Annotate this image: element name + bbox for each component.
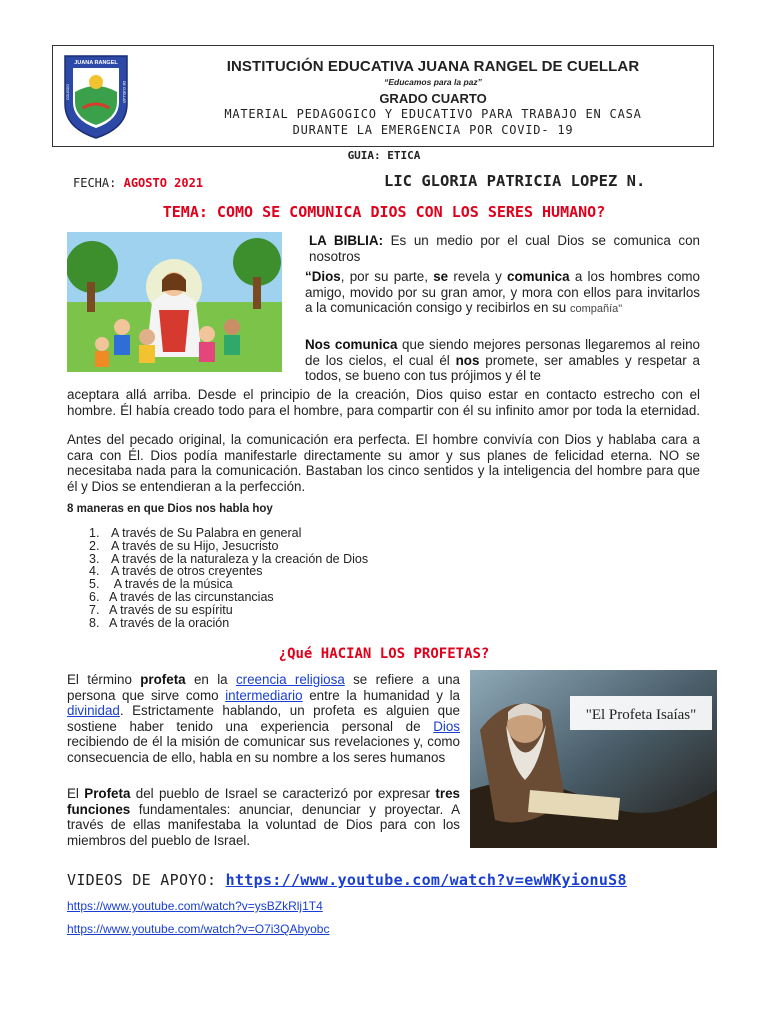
header-box — [52, 45, 714, 147]
material-line-2: DURANTE LA EMERGENCIA POR COVID- 19 — [292, 123, 574, 138]
date-label: FECHA: — [73, 176, 117, 190]
biblia-paragraph — [309, 233, 700, 264]
teacher-name: LIC GLORIA PATRICIA LOPEZ N. — [384, 172, 646, 190]
grade-label: GRADO CUARTO — [379, 91, 487, 107]
crest-left-text: COLEGIO — [66, 84, 70, 100]
dios-quote-start: “Dios — [305, 269, 341, 284]
date-line — [73, 177, 203, 191]
school-crest-logo — [61, 52, 131, 140]
guide-subject: GUIA: ETICA — [347, 149, 421, 162]
videos-label: VIDEOS DE APOYO: — [67, 871, 226, 889]
dios-bold-comunica: comunica — [507, 269, 570, 284]
intermediario-link[interactable]: intermediario — [225, 687, 303, 703]
profeta-bold: profeta — [140, 672, 186, 687]
list-item: 1. A través de Su Palabra en general — [89, 526, 302, 540]
dios-text-1: , por su parte, — [340, 269, 434, 284]
list-item: 5. A través de la música — [89, 577, 233, 592]
dios-link[interactable]: Dios — [433, 718, 460, 734]
profeta-israel-bold: Profeta — [84, 786, 131, 801]
video-link-2[interactable]: https://www.youtube.com/watch?v=ysBZkRlj1T4 — [67, 899, 323, 913]
pecado-paragraph: Antes del pecado original, la comunicación era perfecta. El hombre convivía con Dios y hablaba cara a cara con Él. Dios podía manifestarle directamente su amor y sus planes de felicidad eterna. NO se necesitaba nada para la comunicación. Bastaban los cinco sentidos y la inteligencia del hombre para que él y Dios se entendieran a la perfección. — [67, 432, 700, 494]
list-item: 4. A través de otros creyentes — [89, 564, 263, 579]
profetas-title: ¿Qué HACIAN LOS PROFETAS? — [278, 646, 490, 662]
school-motto: “Educamos para la paz” — [384, 77, 482, 88]
dios-text-2: revela y — [448, 269, 508, 284]
crest-right-text: DE CUELLAR — [122, 81, 126, 103]
list-item: 7. A través de su espíritu — [89, 602, 233, 617]
jesus-children-illustration — [67, 232, 282, 372]
school-name: INSTITUCIÓN EDUCATIVA JUANA RANGEL DE CUELLAR — [226, 58, 640, 75]
nos-comunica-text-2a: promete, ser amables y respetar a todos, se bueno con tus prójimos y él te — [305, 352, 700, 384]
header-text — [153, 58, 713, 138]
biblia-label: LA BIBLIA: — [309, 233, 384, 248]
video-link-1[interactable]: https://www.youtube.com/watch?v=ewWKyionuS8 — [225, 871, 627, 889]
dios-text-4: compañía" — [569, 303, 623, 316]
nos-comunica-text-2b: aceptara allá arriba. Desde el principio de la creación, Dios quiso estar en contacto estrecho con el hombre. Él había creado todo para el hombre, para compartir con él su infinito amor por toda la eternidad. — [67, 387, 700, 418]
crest-top-text: JUANA RANGEL — [74, 60, 118, 66]
nos-bold: nos — [455, 352, 480, 368]
maneras-title: 8 maneras en que Dios nos habla hoy — [67, 503, 273, 515]
material-line-1: MATERIAL PEDAGOGICO Y EDUCATIVO PARA TRABAJO EN CASA — [224, 107, 642, 122]
list-item: 6. A través de las circunstancias — [89, 589, 274, 604]
image-caption: "El Profeta Isaías" — [585, 707, 697, 723]
nos-comunica-paragraph-bottom — [67, 387, 700, 418]
list-item: 3. A través de la naturaleza y la creación de Dios — [89, 551, 369, 566]
video-link-3-container — [67, 923, 329, 937]
nos-comunica-bold: Nos comunica — [305, 337, 398, 352]
video-link-3[interactable]: https://www.youtube.com/watch?v=O7i3QAbyobc — [67, 922, 330, 936]
list-item: 8. A través de la oración — [89, 615, 230, 630]
creencia-religiosa-link[interactable]: creencia religiosa — [235, 672, 345, 687]
list-item: 2. A través de su Hijo, Jesucristo — [89, 538, 279, 553]
videos-line — [67, 872, 627, 889]
biblia-text: Es un medio por el cual Dios se comunica con nosotros — [309, 233, 700, 264]
divinidad-link[interactable]: divinidad — [67, 703, 120, 719]
nos-comunica-text-1: que siendo mejores personas llegaremos al reino de los cielos, el cual él — [305, 337, 700, 368]
tres-funciones-bold: tres funciones — [67, 786, 460, 817]
profeta-isaias-image — [470, 670, 717, 848]
maneras-list — [89, 527, 368, 629]
nos-comunica-paragraph-top — [305, 337, 700, 393]
video-link-2-container — [67, 900, 323, 914]
israel-paragraph: El Profeta del pueblo de Israel se caracterizó por expresar tres funciones fundamentales: anunciar, denunciar y proyectar. A través de ellas manifestaba la voluntad de Dios para con los miembros del pueblo de Israel. — [67, 786, 460, 848]
dios-text-3: a los hombres como amigo, movido por su gran amor, y mora con ellos para invitarlos a la comunicación consigo y recibirlos en su — [305, 269, 700, 316]
dios-bold-se: se — [433, 269, 449, 284]
topic-title: TEMA: COMO SE COMUNICA DIOS CON LOS SERES HUMANO? — [162, 203, 606, 221]
date-value: AGOSTO 2021 — [123, 176, 204, 190]
profeta-paragraph: El término profeta en la creencia religiosa se refiere a una persona que sirve como intermediario entre la humanidad y la divinidad. Estrictamente hablando, un profeta es alguien que sostiene haber tenido una experiencia personal de Dios recibiendo de él la misión de comunicar sus revelaciones y, como consecuencia de ello, habla en su nombre a los seres humanos — [67, 672, 461, 765]
dios-paragraph — [305, 269, 700, 316]
